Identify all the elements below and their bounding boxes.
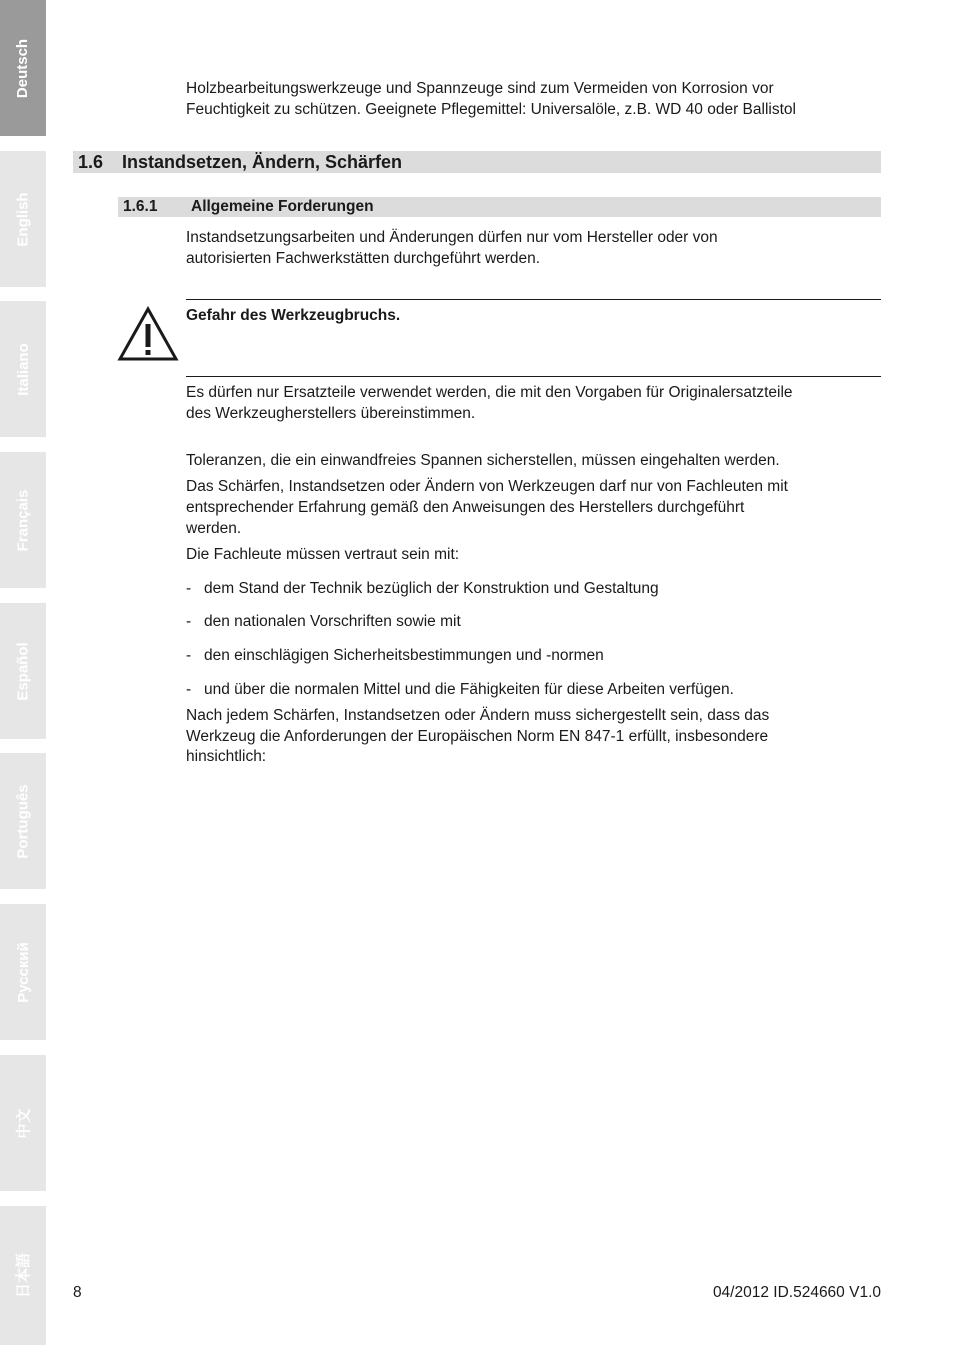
tab-label: Italiano bbox=[14, 342, 32, 396]
tab-deutsch[interactable] bbox=[0, 0, 46, 136]
tab-label: Deutsch bbox=[14, 38, 32, 98]
tab-japanese[interactable] bbox=[0, 1206, 46, 1345]
tab-label: English bbox=[14, 191, 32, 247]
para1-line-1: Instandsetzungsarbeiten und Änderungen dürfen nur vom Hersteller oder von bbox=[186, 229, 718, 246]
tab-label: Português bbox=[14, 783, 32, 859]
subsection-number: 1.6.1 bbox=[123, 198, 158, 215]
para4-line-3: werden. bbox=[186, 520, 242, 537]
tab-label: 中文 bbox=[15, 1107, 33, 1139]
list-item: dem Stand der Technik bezüglich der Konstruktion und Gestaltung bbox=[204, 580, 659, 597]
tab-english[interactable] bbox=[0, 151, 46, 287]
subsection-title: Allgemeine Forderungen bbox=[191, 198, 374, 215]
section-heading bbox=[73, 151, 881, 173]
para6-line-1: Nach jedem Schärfen, Instandsetzen oder Ändern muss sichergestellt sein, dass das bbox=[186, 707, 770, 724]
para4-line-1: Das Schärfen, Instandsetzen oder Ändern von Werkzeugen darf nur von Fachleuten mit bbox=[186, 478, 788, 495]
tab-chinese[interactable] bbox=[0, 1055, 46, 1191]
page-number: 8 bbox=[73, 1284, 82, 1301]
list-item: und über die normalen Mittel und die Fähigkeiten für diese Arbeiten verfügen. bbox=[204, 681, 734, 698]
para6-line-3: hinsichtlich: bbox=[186, 748, 267, 765]
section-title: Instandsetzen, Ändern, Schärfen bbox=[122, 152, 403, 172]
tab-label: Русский bbox=[14, 941, 32, 1003]
para3: Toleranzen, die ein einwandfreies Spannen sicherstellen, müssen eingehalten werden. bbox=[186, 452, 780, 469]
para1-line-2: autorisierten Fachwerkstätten durchgeführt werden. bbox=[186, 250, 541, 267]
section-number: 1.6 bbox=[78, 152, 104, 172]
tab-espanol[interactable] bbox=[0, 603, 46, 739]
warning-title: Gefahr des Werkzeugbruchs. bbox=[186, 307, 401, 324]
para6-line-2: Werkzeug die Anforderungen der Europäischen Norm EN 847-1 erfüllt, insbesondere bbox=[186, 728, 769, 745]
tab-label: Français bbox=[14, 489, 32, 551]
subsection-heading bbox=[118, 197, 881, 217]
list-dash: - bbox=[186, 613, 192, 630]
tab-francais[interactable] bbox=[0, 452, 46, 588]
warning-top-rule bbox=[186, 299, 881, 300]
list-item: den nationalen Vorschriften sowie mit bbox=[204, 613, 461, 630]
intro-line-2: Feuchtigkeit zu schützen. Geeignete Pflegemittel: Universalöle, z.B. WD 40 oder Ballistol bbox=[186, 101, 796, 118]
para4-line-2: entsprechender Erfahrung gemäß den Anweisungen des Herstellers durchgeführt bbox=[186, 499, 745, 516]
warning-bottom-rule bbox=[186, 376, 881, 377]
list-dash: - bbox=[186, 647, 192, 664]
language-tabs bbox=[0, 0, 46, 1345]
tab-label: 日本語 bbox=[15, 1252, 33, 1299]
para5: Die Fachleute müssen vertraut sein mit: bbox=[186, 546, 460, 563]
para2-line-1: Es dürfen nur Ersatzteile verwendet werden, die mit den Vorgaben für Originalersatzteile bbox=[186, 384, 793, 401]
document-id: 04/2012 ID.524660 V1.0 bbox=[712, 1284, 881, 1301]
para2-line-2: des Werkzeugherstellers übereinstimmen. bbox=[186, 405, 476, 422]
tab-russian[interactable] bbox=[0, 904, 46, 1040]
tab-italiano[interactable] bbox=[0, 301, 46, 437]
list-item: den einschlägigen Sicherheitsbestimmungen und -normen bbox=[204, 647, 604, 664]
tab-portugues[interactable] bbox=[0, 753, 46, 889]
list-dash: - bbox=[186, 681, 192, 698]
list-dash: - bbox=[186, 580, 192, 597]
tab-label: Español bbox=[14, 641, 32, 701]
intro-line-1: Holzbearbeitungswerkzeuge und Spannzeuge sind zum Vermeiden von Korrosion vor bbox=[186, 80, 774, 97]
warning-triangle-icon bbox=[117, 306, 179, 362]
